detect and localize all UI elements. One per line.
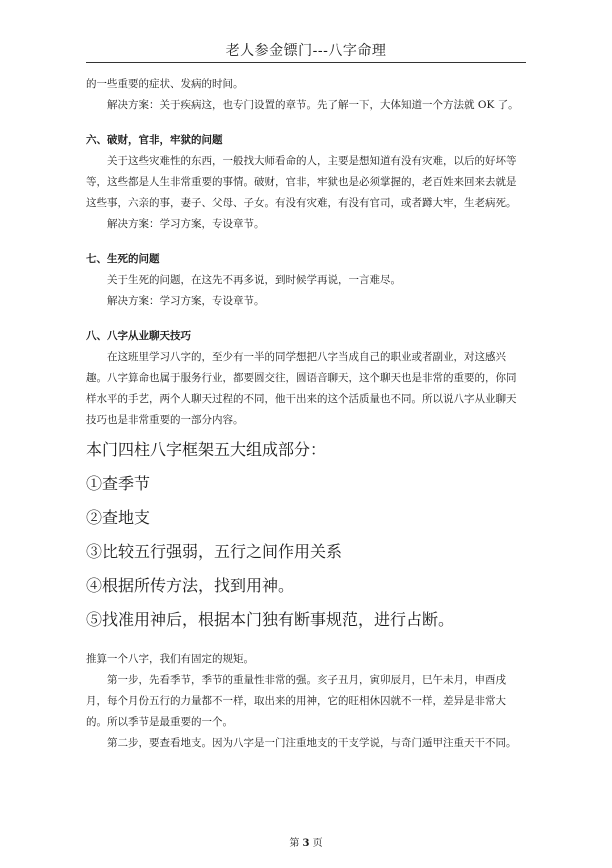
framework-step-2: ②查地支 — [86, 508, 151, 527]
framework-title: 本门四柱八字框架五大组成部分： — [86, 440, 327, 459]
solution-paragraph: 解决方案：关于疾病这，也专门设置的章节。先了解一下，大体知道一个方法就 OK 了。 — [107, 99, 519, 111]
solution-paragraph: 解决方案：学习方案，专设章节。 — [107, 295, 265, 307]
framework-step-1: ①查季节 — [86, 474, 151, 493]
solution-paragraph: 解决方案：学习方案，专设章节。 — [107, 218, 265, 230]
paragraph: 第二步，要查看地支。因为八字是一门注重地支的干支学说，与奇门遁甲注重天干不同。 — [107, 737, 517, 749]
paragraph: 推算一个八字，我们有固定的规矩。 — [86, 653, 254, 665]
section-heading-7: 七、生死的问题 — [86, 253, 160, 265]
paragraph: 关于这些灾难性的东西，一般找大师看命的人，主要是想知道有没有灾难，以后的好坏等等，这些都是人生非常重要的事情。破财，官非，牢狱也是必须掌握的，老百姓来回来去就是这些事，六亲的事，妻子、父母、子女。有没有灾难，有没有官司，或者蹲大牢，生老病死。 — [86, 155, 517, 209]
page-number: 3 — [302, 838, 310, 849]
framework-step-3: ③比较五行强弱，五行之间作用关系 — [86, 542, 343, 561]
page-header: 老人参金镖门---八字命理 — [225, 43, 387, 59]
paragraph: 关于生死的问题，在这先不再多说，到时候学再说，一言难尽。 — [107, 274, 401, 286]
page-label-suffix: 页 — [312, 838, 323, 849]
page-label-prefix: 第 — [289, 838, 300, 849]
spacer — [86, 635, 526, 649]
section-heading-8: 八、八字从业聊天技巧 — [86, 330, 191, 342]
paragraph: 的一些重要的症状、发病的时间。 — [86, 78, 244, 90]
framework-step-4: ④根据所传方法，找到用神。 — [86, 576, 295, 595]
header-divider — [86, 62, 526, 63]
framework-step-5: ⑤找准用神后，根据本门独有断事规范，进行占断。 — [86, 610, 455, 629]
document-body — [86, 74, 526, 754]
paragraph: 在这班里学习八字的，至少有一半的同学想把八字当成自己的职业或者副业，对这感兴趣。八字算命也属于服务行业，都要圆交往，圆语音聊天，这个聊天也是非常的重要的，你同样水平的手艺，两个人聊天过程的不同，他干出来的这个活质量也不同。所以说八字从业聊天技巧也是非常重要的一部分内容。 — [86, 351, 517, 426]
paragraph: 第一步，先看季节，季节的重量性非常的强。亥子丑月，寅卯辰月，巳午未月，申酉戌月，每个月份五行的力量都不一样，取出来的用神，它的旺相休囚就不一样，差异是非常大的。所以季节是最重要的一个。 — [86, 674, 506, 728]
page-footer — [0, 834, 612, 849]
section-heading-6: 六、破财，官非，牢狱的问题 — [86, 134, 223, 146]
